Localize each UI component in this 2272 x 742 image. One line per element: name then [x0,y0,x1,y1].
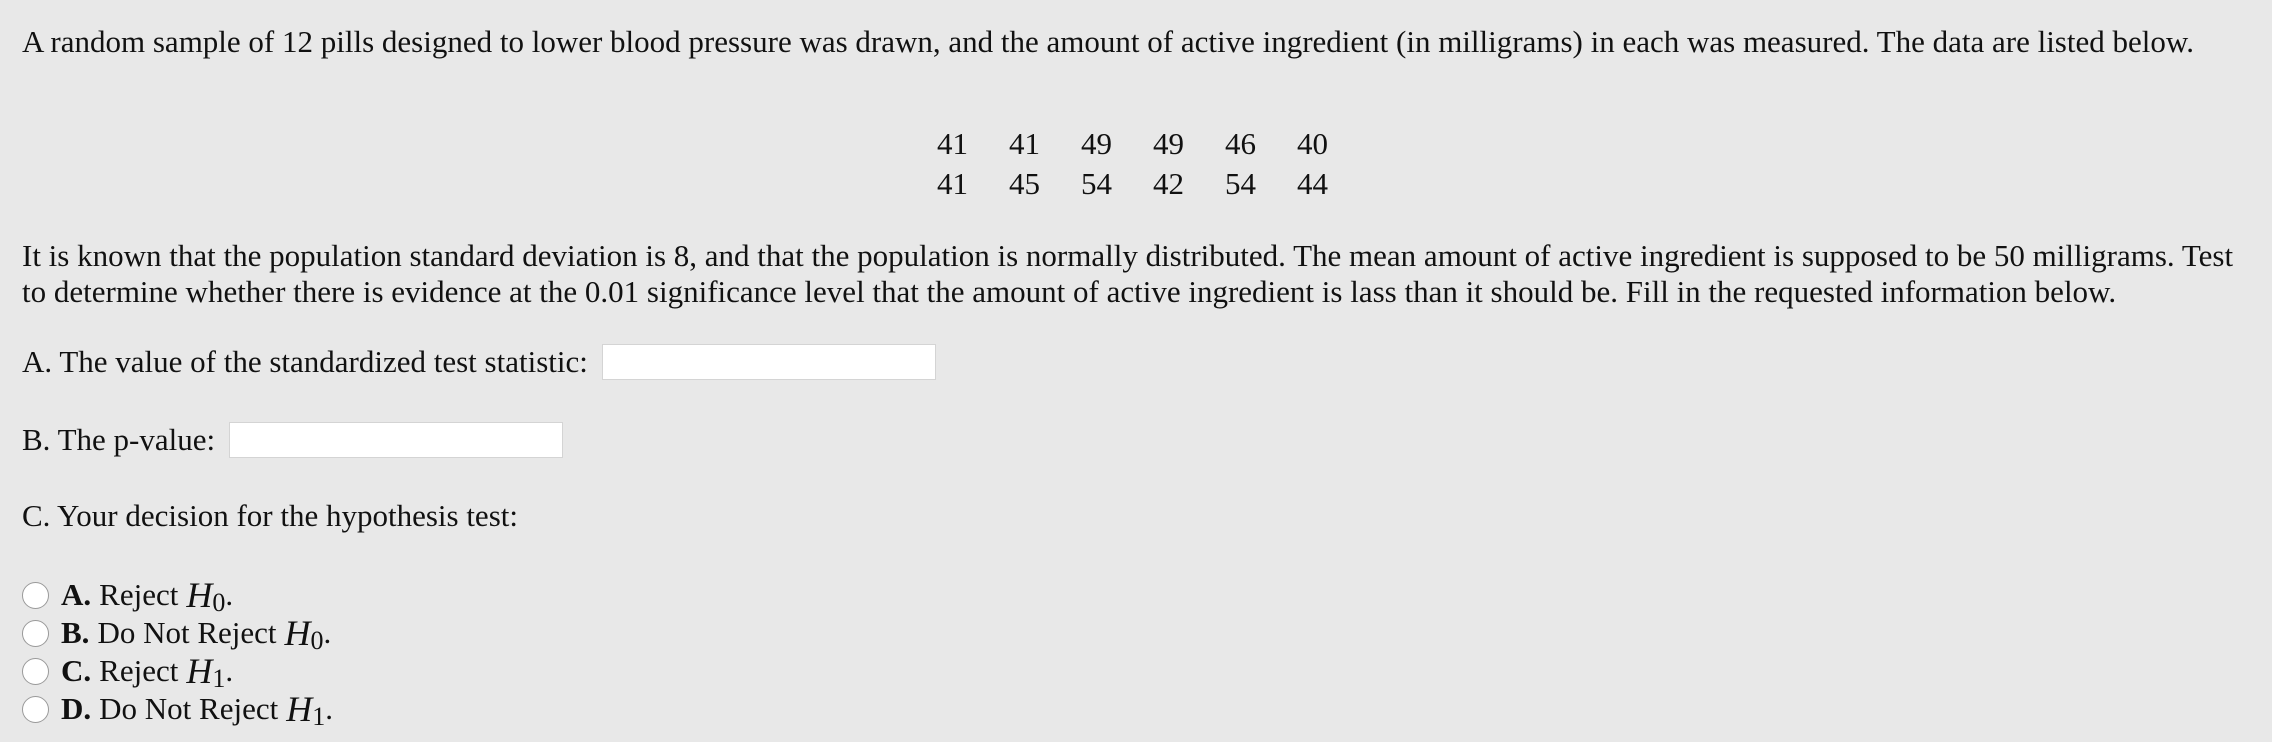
option-a[interactable]: A. Reject H0 . [22,576,333,614]
hypothesis-subscript: 0 [310,626,324,655]
question-b-label: B. The p-value: [22,422,216,457]
data-cell: 41 [937,126,968,161]
option-letter: D. [61,691,92,726]
radio-button[interactable] [22,658,49,685]
option-b[interactable]: B. Do Not Reject H0 . [22,614,333,652]
question-a-label: A. The value of the standardized test statistic: [22,344,588,379]
question-c-label: C. Your decision for the hypothesis test: [22,498,518,533]
question-c [22,498,518,534]
data-cell: 46 [1225,126,1256,161]
radio-button[interactable] [22,582,49,609]
hypothesis-subscript: 1 [312,702,326,731]
data-cell: 40 [1297,126,1328,161]
data-cell: 54 [1225,166,1256,201]
data-cell: 54 [1081,166,1112,201]
option-letter: B. [61,615,90,650]
hypothesis-symbol: H0 [284,613,324,655]
data-row [937,164,1369,204]
option-action: Do Not Reject [99,691,279,726]
hypothesis-symbol: H1 [286,689,326,731]
option-action: Do Not Reject [97,615,277,650]
data-cell: 49 [1081,126,1112,161]
data-cell: 45 [1009,166,1040,201]
p-value-input[interactable] [229,422,563,458]
option-action: Reject [99,577,179,612]
radio-button[interactable] [22,620,49,647]
problem-container [22,24,2252,731]
question-a [22,344,936,380]
data-table [937,124,1369,204]
test-statistic-input[interactable] [602,344,936,380]
data-cell: 44 [1297,166,1328,201]
data-cell: 42 [1153,166,1184,201]
data-cell: 41 [1009,126,1040,161]
context-text: It is known that the population standard deviation is 8, and that the population is normally distributed. The mean amount of active ingredient is supposed to be 50 milligrams. Test to determine whether there is evidence at the 0.01 significance level that the amount of active ingredient is lass than it should be. Fill in the requested information below. [22,238,2234,309]
data-row [937,124,1369,164]
radio-button[interactable] [22,696,49,723]
question-b [22,422,563,458]
hypothesis-symbol: H1 [186,651,226,693]
hypothesis-subscript: 1 [212,664,226,693]
option-letter: A. [61,577,92,612]
hypothesis-symbol: H0 [186,575,226,617]
data-cell: 49 [1153,126,1184,161]
option-d[interactable]: D. Do Not Reject H1 . [22,690,333,728]
decision-options [22,575,333,731]
option-letter: C. [61,653,92,688]
intro-text: A random sample of 12 pills designed to lower blood pressure was drawn, and the amount of active ingredient (in milligrams) in each was measured. The data are listed below. [22,24,2194,59]
hypothesis-subscript: 0 [212,588,226,617]
option-c[interactable]: C. Reject H1 . [22,652,333,690]
option-action: Reject [99,653,179,688]
data-cell: 41 [937,166,968,201]
